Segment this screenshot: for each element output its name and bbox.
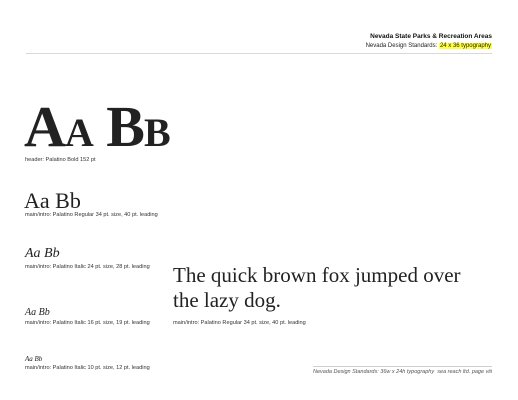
footer-left-text: Nevada Design Standards: 36w x 24h typography (313, 369, 435, 375)
specimen-header-bold (24, 94, 170, 162)
specimen-regular-34: Aa Bb (24, 188, 81, 213)
pangram-note: main/intro: Palatino Regular 34 pt. size, 40 pt. leading (173, 320, 306, 326)
specimen-italic-16-note: main/intro: Palatino Italic 16 pt. size, 19 pt. leading (25, 320, 150, 326)
header-subtitle-highlight: 24 x 36 typography (439, 43, 491, 49)
footer-divider (313, 366, 492, 367)
specimen-small-b: B (143, 110, 170, 155)
specimen-small-a: A (64, 110, 93, 155)
specimen-big-b: B (106, 94, 144, 159)
specimen-regular-34-note: main/intro: Palatino Regular 34 pt. size, 40 pt. leading (25, 212, 158, 218)
specimen-big-a: A (24, 94, 65, 159)
footer-page-number: sea reach ltd. page viii (437, 369, 492, 375)
pangram-sample: The quick brown fox jumped over the lazy dog. (173, 263, 461, 312)
specimen-header-note: header: Palatino Bold 152 pt (25, 157, 96, 163)
header-title: Nevada State Parks & Recreation Areas (370, 33, 492, 40)
specimen-italic-10-note: main/intro: Palatino Italic 10 pt. size, 12 pt. leading (25, 365, 150, 371)
specimen-italic-24-note: main/intro: Palatino Italic 24 pt. size, 28 pt. leading (25, 264, 150, 270)
header-subtitle-prefix: Nevada Design Standards: (365, 43, 438, 49)
specimen-italic-10: Aa Bb (25, 355, 43, 363)
header-subtitle (366, 43, 492, 49)
specimen-italic-24: Aa Bb (25, 246, 60, 261)
header-divider (26, 53, 492, 54)
specimen-italic-16: Aa Bb (25, 307, 50, 318)
